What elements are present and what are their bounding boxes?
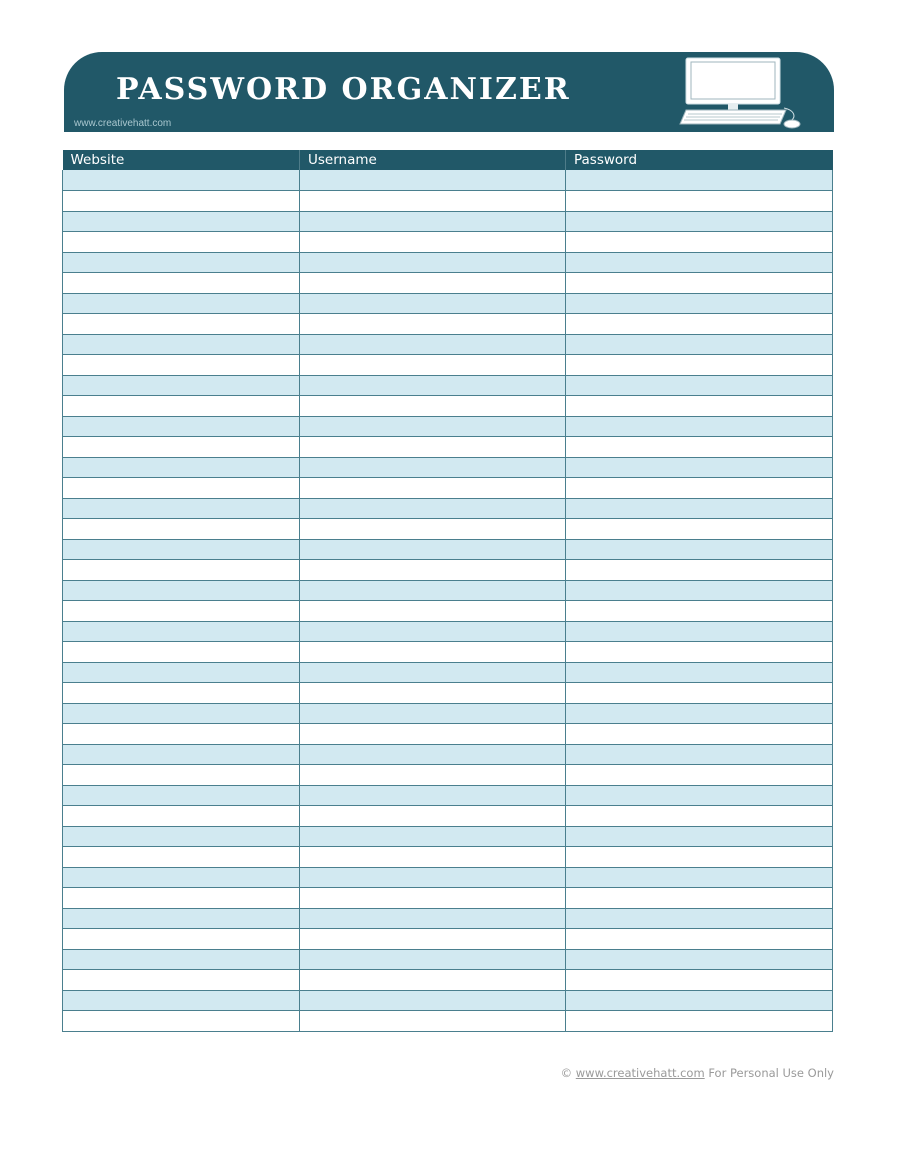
- password-cell[interactable]: [566, 580, 833, 601]
- password-cell[interactable]: [566, 437, 833, 458]
- table-row: [63, 826, 833, 847]
- password-cell[interactable]: [566, 847, 833, 868]
- table-row: [63, 908, 833, 929]
- footer: [561, 1066, 834, 1080]
- password-cell[interactable]: [566, 170, 833, 191]
- username-cell[interactable]: [300, 437, 566, 458]
- table-row: [63, 990, 833, 1011]
- website-cell[interactable]: [63, 826, 300, 847]
- username-cell[interactable]: [300, 847, 566, 868]
- username-cell[interactable]: [300, 744, 566, 765]
- website-cell[interactable]: [63, 642, 300, 663]
- header-banner: [64, 52, 834, 132]
- password-cell[interactable]: [566, 601, 833, 622]
- password-cell[interactable]: [566, 929, 833, 950]
- username-cell[interactable]: [300, 908, 566, 929]
- username-cell[interactable]: [300, 375, 566, 396]
- desktop-computer-icon: [676, 56, 806, 130]
- table-row: [63, 252, 833, 273]
- table-row: [63, 416, 833, 437]
- table-row: [63, 662, 833, 683]
- website-cell[interactable]: [63, 334, 300, 355]
- password-cell[interactable]: [566, 211, 833, 232]
- table-row: [63, 847, 833, 868]
- website-cell[interactable]: [63, 252, 300, 273]
- column-header-website: Website: [63, 150, 300, 170]
- username-cell[interactable]: [300, 478, 566, 499]
- column-header-username: Username: [300, 150, 566, 170]
- username-cell[interactable]: [300, 539, 566, 560]
- username-cell[interactable]: [300, 621, 566, 642]
- username-cell[interactable]: [300, 519, 566, 540]
- website-cell[interactable]: [63, 580, 300, 601]
- column-header-password: Password: [566, 150, 833, 170]
- website-cell[interactable]: [63, 232, 300, 253]
- website-cell[interactable]: [63, 457, 300, 478]
- password-cell[interactable]: [566, 539, 833, 560]
- table-row: [63, 314, 833, 335]
- website-cell[interactable]: [63, 539, 300, 560]
- table-row: [63, 806, 833, 827]
- password-cell[interactable]: [566, 806, 833, 827]
- website-cell[interactable]: [63, 867, 300, 888]
- website-cell[interactable]: [63, 437, 300, 458]
- password-cell[interactable]: [566, 191, 833, 212]
- password-cell[interactable]: [566, 416, 833, 437]
- username-cell[interactable]: [300, 970, 566, 991]
- password-cell[interactable]: [566, 683, 833, 704]
- username-cell[interactable]: [300, 949, 566, 970]
- table-row: [63, 621, 833, 642]
- table-row: [63, 273, 833, 294]
- website-cell[interactable]: [63, 273, 300, 294]
- website-cell[interactable]: [63, 744, 300, 765]
- username-cell[interactable]: [300, 826, 566, 847]
- password-cell[interactable]: [566, 232, 833, 253]
- table-row: [63, 170, 833, 191]
- password-cell[interactable]: [566, 1011, 833, 1032]
- password-cell[interactable]: [566, 334, 833, 355]
- table-row: [63, 970, 833, 991]
- table-row: [63, 724, 833, 745]
- password-cell[interactable]: [566, 970, 833, 991]
- table-row: [63, 867, 833, 888]
- website-cell[interactable]: [63, 683, 300, 704]
- website-cell[interactable]: [63, 785, 300, 806]
- page-title: PASSWORD ORGANIZER: [116, 72, 571, 107]
- table-row: [63, 519, 833, 540]
- table-row: [63, 293, 833, 314]
- password-cell[interactable]: [566, 273, 833, 294]
- password-cell[interactable]: [566, 662, 833, 683]
- table-row: [63, 1011, 833, 1032]
- website-cell[interactable]: [63, 519, 300, 540]
- table-row: [63, 539, 833, 560]
- footer-note: For Personal Use Only: [708, 1066, 834, 1080]
- website-cell[interactable]: [63, 416, 300, 437]
- username-cell[interactable]: [300, 990, 566, 1011]
- password-cell[interactable]: [566, 314, 833, 335]
- table-row: [63, 211, 833, 232]
- table-row: [63, 785, 833, 806]
- website-cell[interactable]: [63, 1011, 300, 1032]
- password-cell[interactable]: [566, 990, 833, 1011]
- username-cell[interactable]: [300, 314, 566, 335]
- username-cell[interactable]: [300, 232, 566, 253]
- website-cell[interactable]: [63, 498, 300, 519]
- website-cell[interactable]: [63, 888, 300, 909]
- username-cell[interactable]: [300, 929, 566, 950]
- username-cell[interactable]: [300, 580, 566, 601]
- table-row: [63, 580, 833, 601]
- header-url: www.creativehatt.com: [74, 118, 172, 129]
- username-cell[interactable]: [300, 785, 566, 806]
- website-cell[interactable]: [63, 355, 300, 376]
- password-cell[interactable]: [566, 396, 833, 417]
- website-cell[interactable]: [63, 949, 300, 970]
- website-cell[interactable]: [63, 929, 300, 950]
- username-cell[interactable]: [300, 724, 566, 745]
- website-cell[interactable]: [63, 703, 300, 724]
- username-cell[interactable]: [300, 396, 566, 417]
- table-row: [63, 601, 833, 622]
- username-cell[interactable]: [300, 683, 566, 704]
- table-row: [63, 478, 833, 499]
- username-cell[interactable]: [300, 293, 566, 314]
- password-cell[interactable]: [566, 498, 833, 519]
- website-cell[interactable]: [63, 806, 300, 827]
- table-row: [63, 765, 833, 786]
- password-cell[interactable]: [566, 355, 833, 376]
- copyright-symbol: ©: [560, 1066, 573, 1080]
- password-cell[interactable]: [566, 867, 833, 888]
- table-row: [63, 232, 833, 253]
- website-cell[interactable]: [63, 314, 300, 335]
- table-body: [63, 170, 833, 1031]
- website-cell[interactable]: [63, 375, 300, 396]
- username-cell[interactable]: [300, 560, 566, 581]
- table-row: [63, 396, 833, 417]
- username-cell[interactable]: [300, 170, 566, 191]
- username-cell[interactable]: [300, 273, 566, 294]
- username-cell[interactable]: [300, 355, 566, 376]
- website-cell[interactable]: [63, 621, 300, 642]
- password-cell[interactable]: [566, 765, 833, 786]
- username-cell[interactable]: [300, 806, 566, 827]
- password-cell[interactable]: [566, 560, 833, 581]
- password-cell[interactable]: [566, 457, 833, 478]
- table-row: [63, 949, 833, 970]
- password-cell[interactable]: [566, 703, 833, 724]
- table-row: [63, 457, 833, 478]
- website-cell[interactable]: [63, 170, 300, 191]
- website-cell[interactable]: [63, 293, 300, 314]
- password-cell[interactable]: [566, 888, 833, 909]
- table-row: [63, 703, 833, 724]
- username-cell[interactable]: [300, 703, 566, 724]
- website-cell[interactable]: [63, 601, 300, 622]
- table-row: [63, 642, 833, 663]
- website-cell[interactable]: [63, 724, 300, 745]
- table-header-row: [63, 150, 833, 170]
- website-cell[interactable]: [63, 908, 300, 929]
- website-cell[interactable]: [63, 662, 300, 683]
- username-cell[interactable]: [300, 888, 566, 909]
- password-cell[interactable]: [566, 724, 833, 745]
- username-cell[interactable]: [300, 1011, 566, 1032]
- password-cell[interactable]: [566, 785, 833, 806]
- website-cell[interactable]: [63, 211, 300, 232]
- table-row: [63, 191, 833, 212]
- password-cell[interactable]: [566, 252, 833, 273]
- username-cell[interactable]: [300, 211, 566, 232]
- username-cell[interactable]: [300, 867, 566, 888]
- password-cell[interactable]: [566, 642, 833, 663]
- username-cell[interactable]: [300, 457, 566, 478]
- password-cell[interactable]: [566, 375, 833, 396]
- password-table: [62, 150, 833, 1032]
- username-cell[interactable]: [300, 498, 566, 519]
- table-row: [63, 560, 833, 581]
- username-cell[interactable]: [300, 642, 566, 663]
- footer-link[interactable]: www.creativehatt.com: [575, 1066, 705, 1080]
- password-cell[interactable]: [566, 826, 833, 847]
- username-cell[interactable]: [300, 252, 566, 273]
- website-cell[interactable]: [63, 478, 300, 499]
- table-row: [63, 375, 833, 396]
- username-cell[interactable]: [300, 416, 566, 437]
- username-cell[interactable]: [300, 662, 566, 683]
- table-row: [63, 355, 833, 376]
- website-cell[interactable]: [63, 191, 300, 212]
- password-cell[interactable]: [566, 908, 833, 929]
- website-cell[interactable]: [63, 765, 300, 786]
- password-cell[interactable]: [566, 744, 833, 765]
- website-cell[interactable]: [63, 970, 300, 991]
- website-cell[interactable]: [63, 847, 300, 868]
- username-cell[interactable]: [300, 334, 566, 355]
- table-row: [63, 888, 833, 909]
- table-row: [63, 683, 833, 704]
- table-row: [63, 498, 833, 519]
- password-cell[interactable]: [566, 293, 833, 314]
- password-cell[interactable]: [566, 949, 833, 970]
- table-row: [63, 334, 833, 355]
- table-row: [63, 744, 833, 765]
- table-row: [63, 929, 833, 950]
- password-cell[interactable]: [566, 519, 833, 540]
- password-cell[interactable]: [566, 621, 833, 642]
- username-cell[interactable]: [300, 191, 566, 212]
- username-cell[interactable]: [300, 601, 566, 622]
- password-cell[interactable]: [566, 478, 833, 499]
- table-row: [63, 437, 833, 458]
- website-cell[interactable]: [63, 396, 300, 417]
- username-cell[interactable]: [300, 765, 566, 786]
- website-cell[interactable]: [63, 990, 300, 1011]
- website-cell[interactable]: [63, 560, 300, 581]
